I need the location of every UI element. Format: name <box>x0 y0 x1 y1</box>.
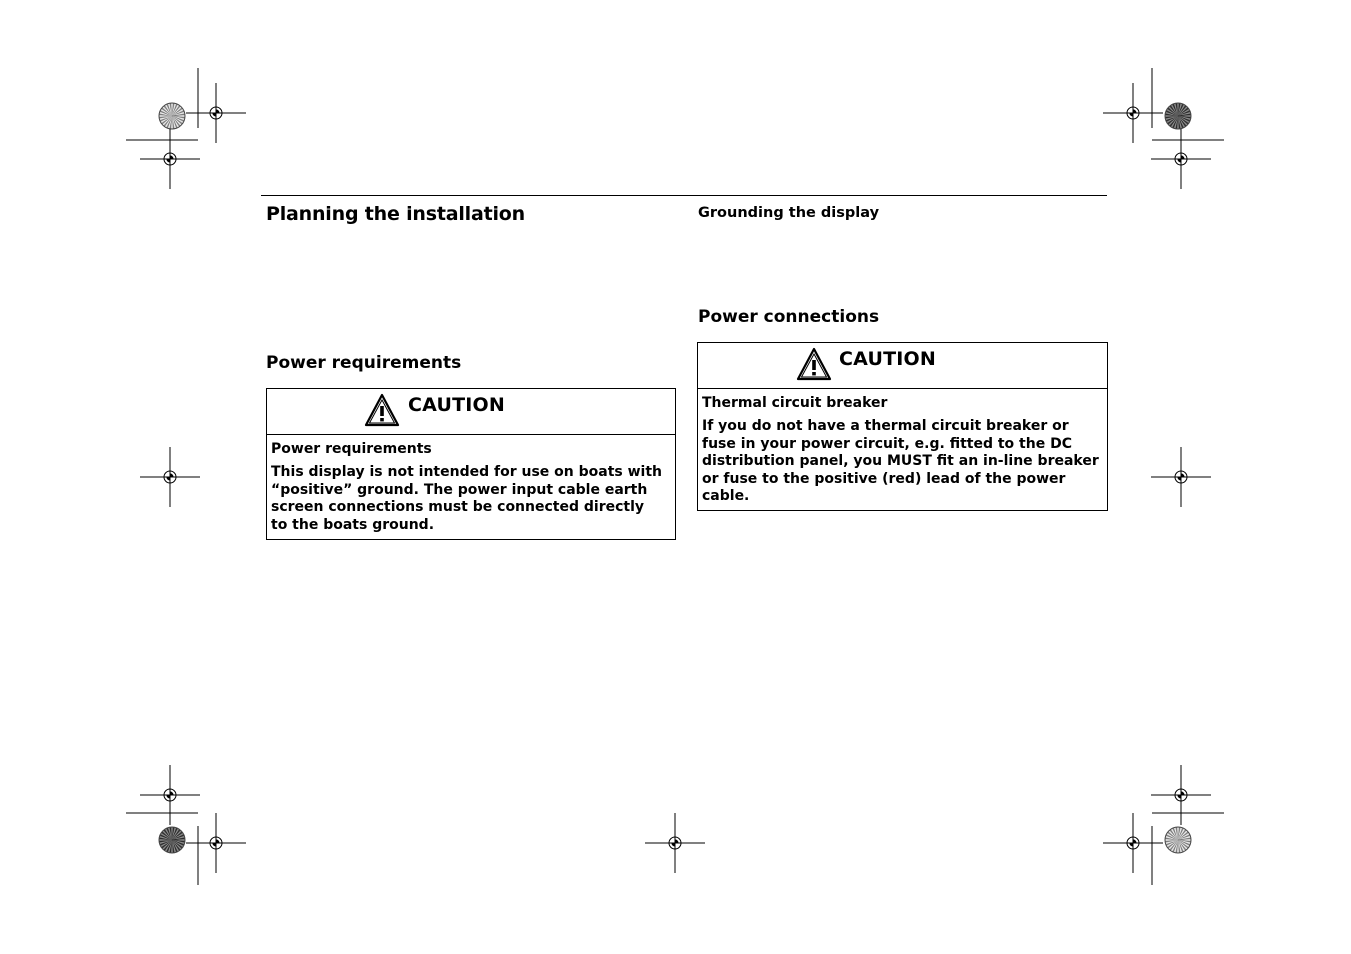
color-wheel-icon <box>1165 827 1191 853</box>
warning-triangle-icon <box>364 393 400 427</box>
grounding-heading: Grounding the display <box>698 205 880 221</box>
color-wheel-icon <box>159 827 185 853</box>
registration-mark-icon <box>140 129 200 189</box>
registration-mark-icon <box>1151 765 1211 825</box>
registration-mark-icon <box>1103 813 1163 873</box>
registration-mark-icon <box>186 813 246 873</box>
caution-label: CAUTION <box>408 394 505 416</box>
caution-header <box>267 389 675 435</box>
registration-mark-icon <box>645 813 705 873</box>
caution-label: CAUTION <box>839 348 936 370</box>
caution-text: If you do not have a thermal circuit breaker or fuse in your power circuit, e.g. fitted to the DC distribution panel, you MUST fit an in-line breaker or fuse to the positive (red) lead of the power cable. <box>702 418 1099 504</box>
page-title: Planning the installation <box>266 203 525 225</box>
caution-title: Thermal circuit breaker <box>702 395 888 411</box>
color-wheel-icon <box>159 103 185 129</box>
caution-box-power-requirements <box>266 388 676 540</box>
registration-mark-icon <box>186 83 246 143</box>
warning-triangle-icon <box>796 347 832 381</box>
header-rule <box>261 195 1107 196</box>
power-connections-heading: Power connections <box>698 307 880 327</box>
registration-mark-icon <box>1151 129 1211 189</box>
registration-mark-icon <box>1151 447 1211 507</box>
caution-header <box>698 343 1107 389</box>
registration-mark-icon <box>1103 83 1163 143</box>
caution-text: This display is not intended for use on boats with “positive” ground. The power input cable earth screen connections must be connected directly to the boats ground. <box>271 464 662 533</box>
registration-mark-icon <box>140 447 200 507</box>
registration-mark-icon <box>140 765 200 825</box>
caution-box-thermal-breaker <box>697 342 1108 511</box>
color-wheel-icon <box>1165 103 1191 129</box>
power-requirements-heading: Power requirements <box>266 353 462 373</box>
caution-title: Power requirements <box>271 441 432 457</box>
